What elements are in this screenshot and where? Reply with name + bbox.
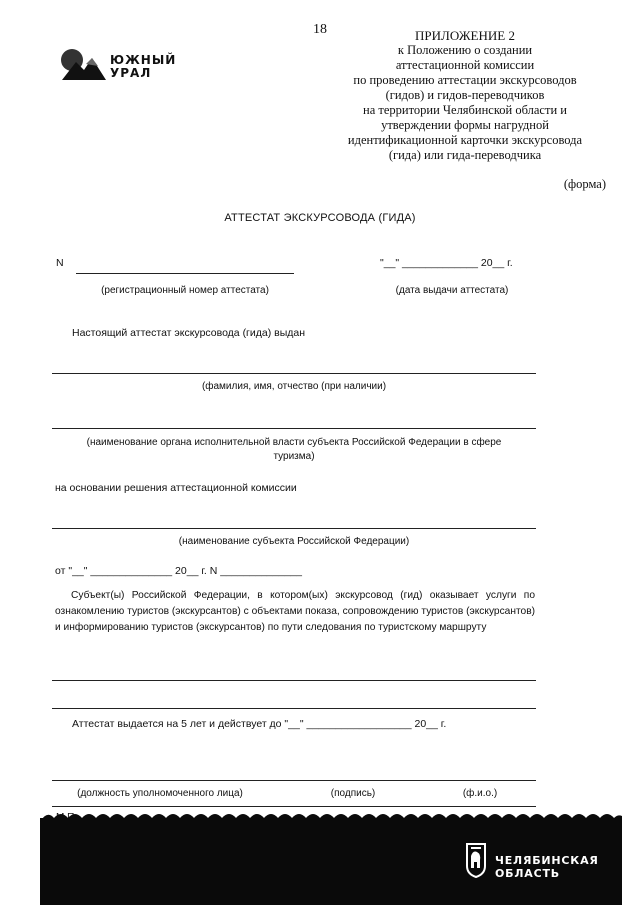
subject-caption: (наименование субъекта Российской Федерации) xyxy=(178,536,410,547)
appendix-line: аттестационной комиссии xyxy=(395,58,535,72)
appendix-line: (гида) или гида-переводчика xyxy=(388,148,542,162)
appendix-title: ПРИЛОЖЕНИЕ 2 xyxy=(415,28,515,43)
signature-line xyxy=(52,780,536,781)
appendix-block xyxy=(340,28,590,163)
chelyabinsk-coat-of-arms-icon xyxy=(465,842,487,878)
position-caption: (должность уполномоченного лица) xyxy=(77,788,243,799)
authority-caption-line-2: туризма) xyxy=(273,451,315,462)
reg-number-caption: (регистрационный номер аттестата) xyxy=(101,285,269,296)
regions-line-1 xyxy=(52,680,536,681)
form-label: (форма) xyxy=(563,177,606,191)
region-line-1: ЧЕЛЯБИНСКАЯ xyxy=(495,854,599,867)
wave-edge xyxy=(40,810,622,822)
appendix-line: к Положению о создании xyxy=(397,43,533,57)
signature-caption: (подпись) xyxy=(330,788,376,799)
region-line-2: ОБЛАСТЬ xyxy=(495,867,560,880)
decision-date-field: от "__" ______________ 20__ г. N ______________ xyxy=(55,565,302,577)
appendix-line: утверждении формы нагрудной xyxy=(381,118,549,132)
authority-caption xyxy=(52,436,536,464)
appendix-line: по проведению аттестации экскурсоводов xyxy=(353,73,577,87)
logo-text xyxy=(110,54,176,80)
region-name xyxy=(495,854,599,880)
authority-line xyxy=(52,428,536,429)
authority-caption-line-1: (наименование органа исполнительной власти субъекта Российской Федерации в сфере xyxy=(86,437,502,448)
fio-caption: (фамилия, имя, отчество (при наличии) xyxy=(201,381,387,392)
footer-band xyxy=(40,818,622,905)
document-title: АТТЕСТАТ ЭКСКУРСОВОДА (ГИДА) xyxy=(224,212,416,224)
issue-date-field: "__" _____________ 20__ г. xyxy=(380,257,513,269)
fio-line xyxy=(52,373,536,374)
appendix-line: (гидов) и гидов-переводчиков xyxy=(385,88,545,102)
yuzhny-ural-logo xyxy=(58,46,178,86)
page-number: 18 xyxy=(313,22,327,37)
subject-line xyxy=(52,528,536,529)
issue-date-caption: (дата выдачи аттестата) xyxy=(395,285,509,296)
mountain-icon xyxy=(58,46,108,82)
logo-line-1: ЮЖНЫЙ xyxy=(110,53,177,67)
regions-line-2 xyxy=(52,708,536,709)
appendix-line: идентификационной карточки экскурсовода xyxy=(347,133,583,147)
signature-bottom-line xyxy=(52,806,536,807)
reg-number-line xyxy=(76,273,294,274)
basis-text: на основании решения аттестационной комиссии xyxy=(55,482,297,494)
validity-text: Аттестат выдается на 5 лет и действует до "__" __________________ 20__ г. xyxy=(72,718,447,730)
logo-line-2: УРАЛ xyxy=(110,66,152,80)
issued-to-text: Настоящий аттестат экскурсовода (гида) выдан xyxy=(72,327,306,339)
regions-paragraph: Субъект(ы) Российской Федерации, в котором(ых) экскурсовод (гид) оказывает услуги по ознакомлению туристов (экскурсантов) с объектами показа, сопровождению туристов (экскурсантов) и информированию туристов (экскурсантов) по пути следования по туристскому маршруту xyxy=(55,590,535,633)
number-label: N xyxy=(56,257,64,269)
appendix-line: на территории Челябинской области и xyxy=(363,103,567,117)
fio-sign-caption: (ф.и.о.) xyxy=(462,788,498,799)
